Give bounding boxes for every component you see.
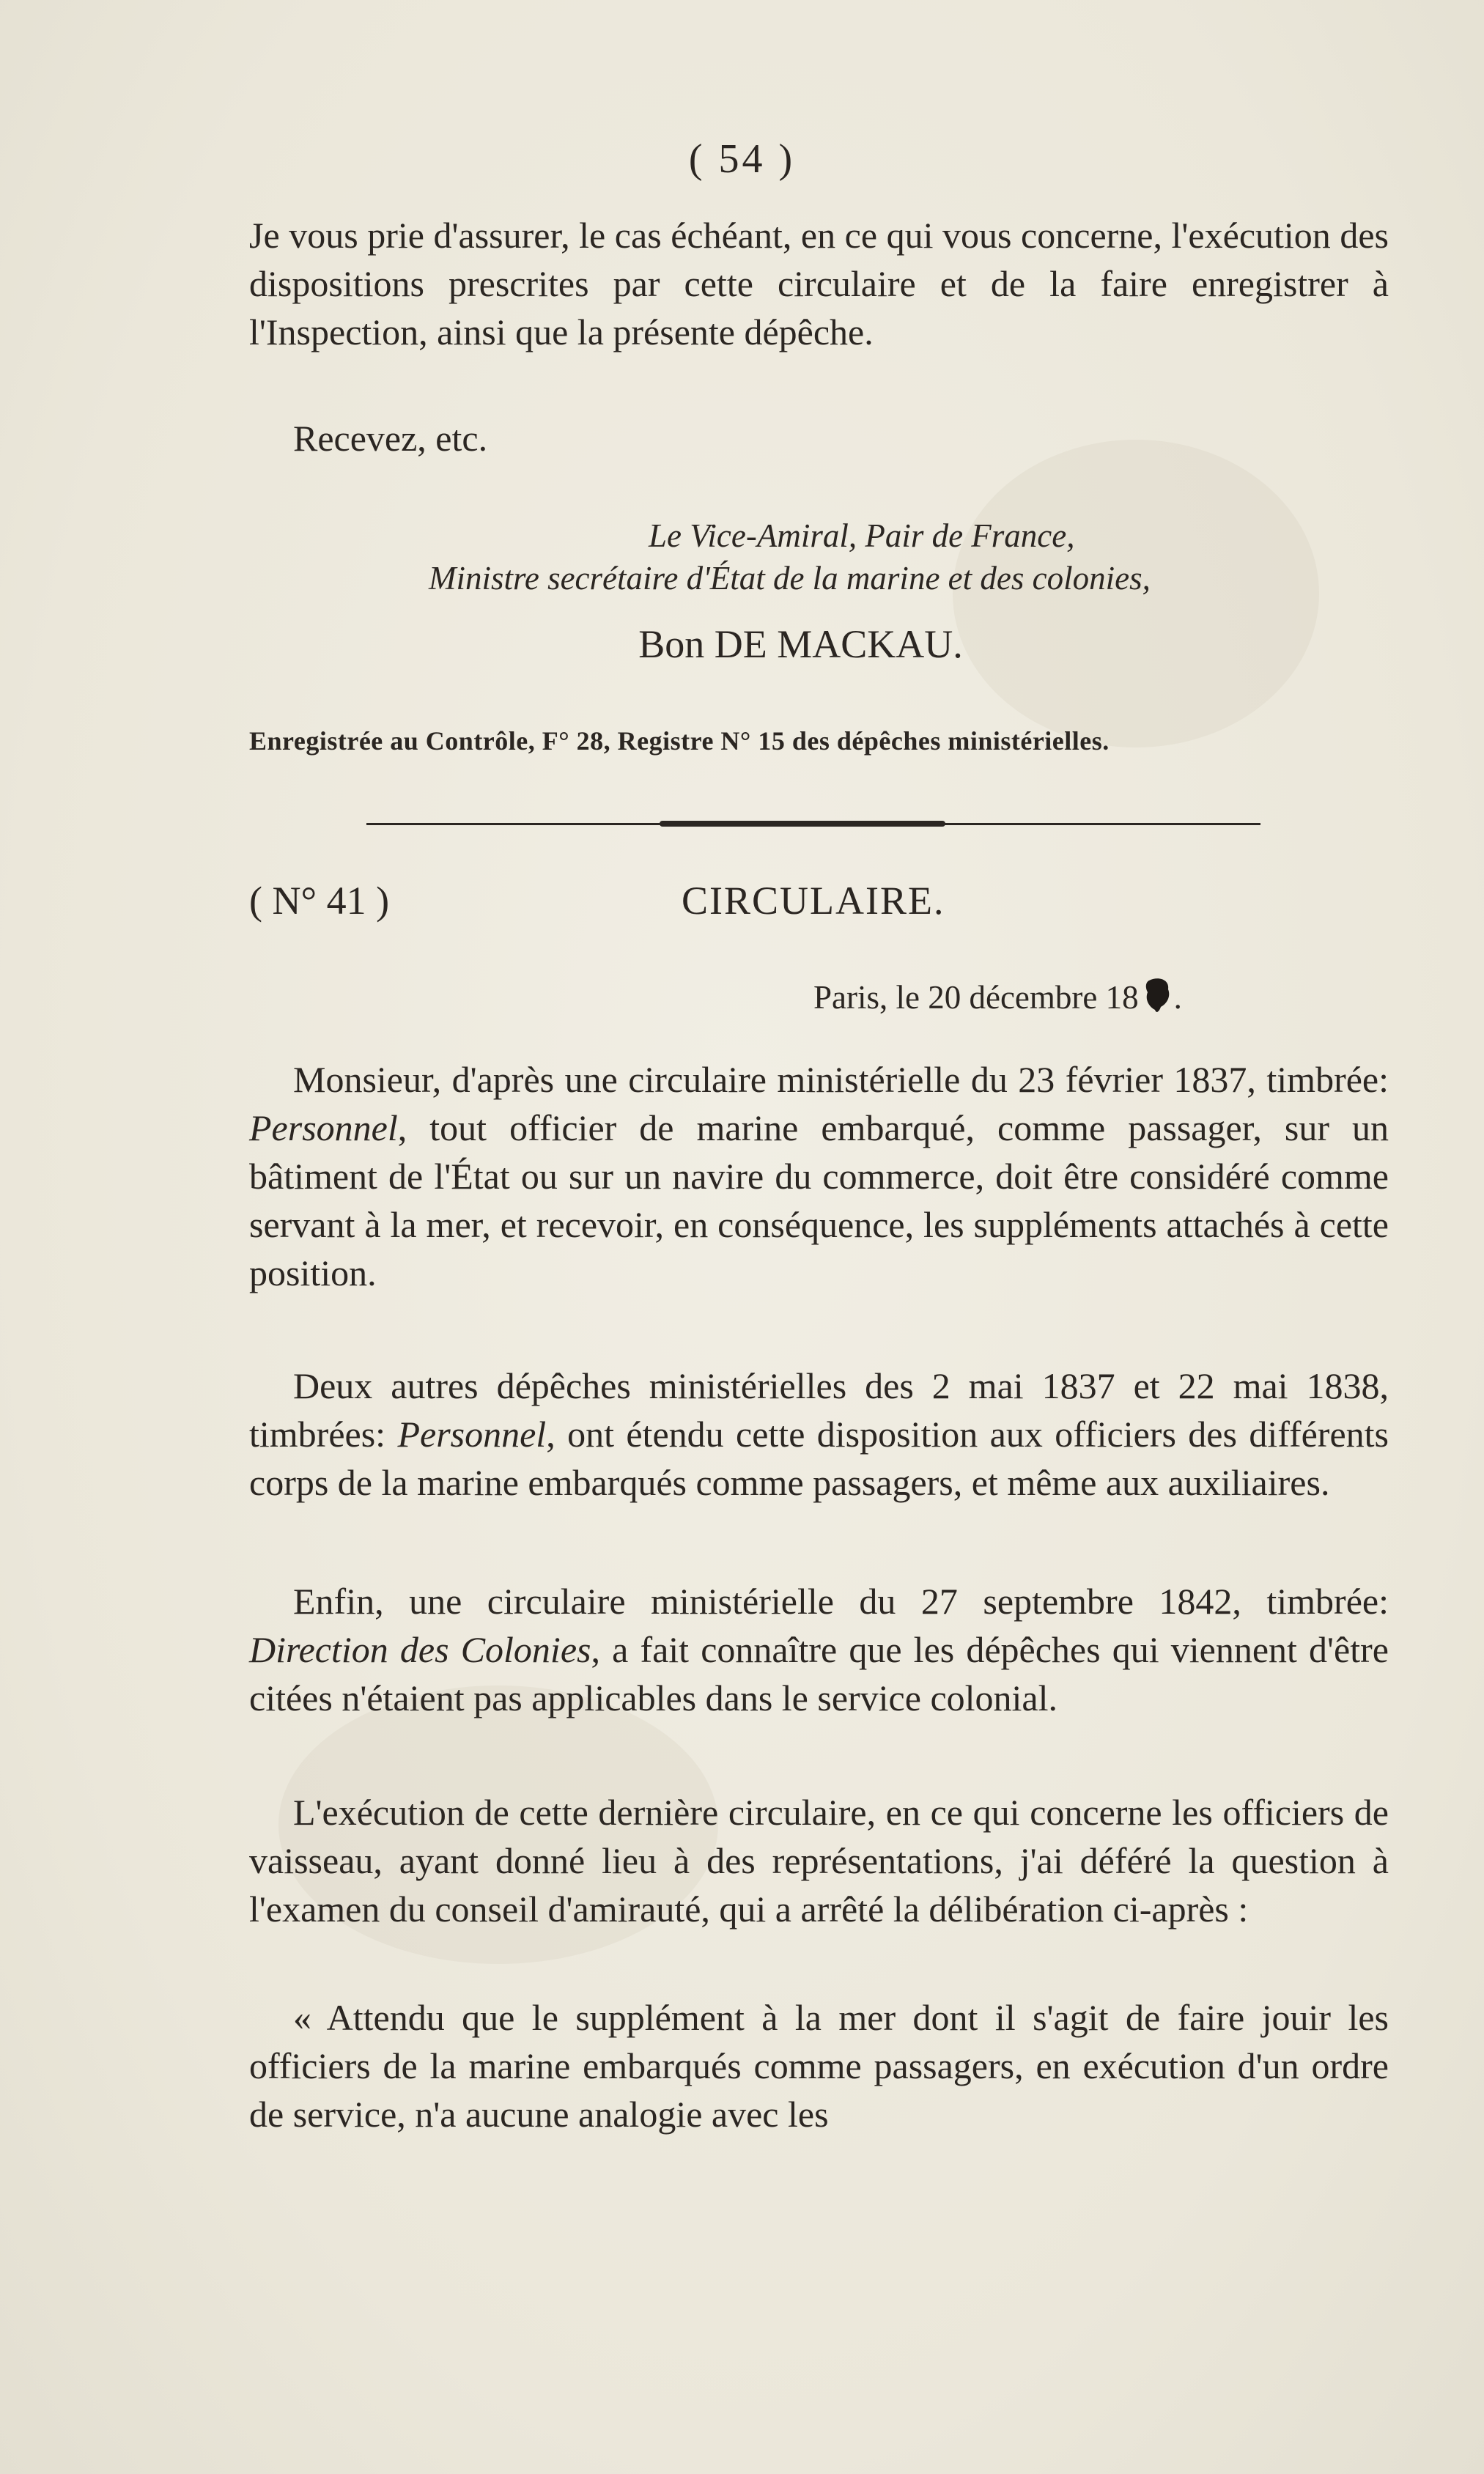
dateline [813, 975, 1182, 1016]
page-number: ( 54 ) [688, 136, 796, 182]
stamp-direction-colonies: Direction des Colonies [249, 1629, 591, 1670]
closing-formula: Recevez, etc. [293, 418, 488, 459]
body-paragraph-2: Deux autres dépêches ministérielles des 2 mai 1837 et 22 mai 1838, timbrées: Personnel, ont étendu cette disposition aux officiers des différents corps de la marine embarqués comme passagers, et même aux auxiliaires. [249, 1365, 1389, 1503]
section-divider-accent [660, 821, 945, 827]
signature-name: Bon DE MACKAU. [638, 622, 963, 666]
dateline-period: . [1173, 979, 1182, 1016]
circular-title: CIRCULAIRE. [682, 879, 945, 923]
dateline-text: Paris, le 20 décembre 18 [813, 979, 1139, 1016]
top-paragraph: Je vous prie d'assurer, le cas échéant, en ce qui vous concerne, l'exécution des dispositions prescrites par cette circulaire et de la faire enregistrer à l'Inspection, ainsi que la présente dépêche. [249, 215, 1389, 352]
signature-title-line-2: Ministre secrétaire d'État de la marine et des colonies, [429, 560, 1151, 597]
circular-number: ( N° 41 ) [249, 879, 390, 923]
body-paragraph-1: Monsieur, d'après une circulaire ministérielle du 23 février 1837, timbrée: Personnel, tout officier de marine embarqué, comme passager, sur un bâtiment de l'État ou sur un navire du commerce, doit être considéré comme servant à la mer, et recevoir, en conséquence, les suppléments attachés à cette position. [249, 1059, 1389, 1293]
stamp-personnel: Personnel [397, 1414, 547, 1455]
stamp-personnel: Personnel [249, 1107, 398, 1148]
signature-title-line-1: Le Vice-Amiral, Pair de France, [649, 517, 1075, 554]
body-paragraph-5: « Attendu que le supplément à la mer dont il s'agit de faire jouir les officiers de la marine embarqués comme passagers, en exécution d'un ordre de service, n'a aucune analogie avec les [249, 1997, 1389, 2135]
body-paragraph-4: L'exécution de cette dernière circulaire, en ce qui concerne les officiers de vaisseau, ayant donné lieu à des représentations, j'ai déféré la question à l'examen du conseil d'amirauté, qui a arrêté la délibération ci-après : [249, 1792, 1389, 1930]
body-paragraph-3: Enfin, une circulaire ministérielle du 27 septembre 1842, timbrée: Direction des Colonies, a fait connaître que les dépêches qui viennent d'être citées n'étaient pas applicables dans le service colonial. [249, 1581, 1389, 1718]
registration-note: Enregistrée au Contrôle, F° 28, Registre N° 15 des dépêches ministérielles. [249, 726, 1110, 756]
ink-blot-icon [1142, 975, 1174, 1016]
